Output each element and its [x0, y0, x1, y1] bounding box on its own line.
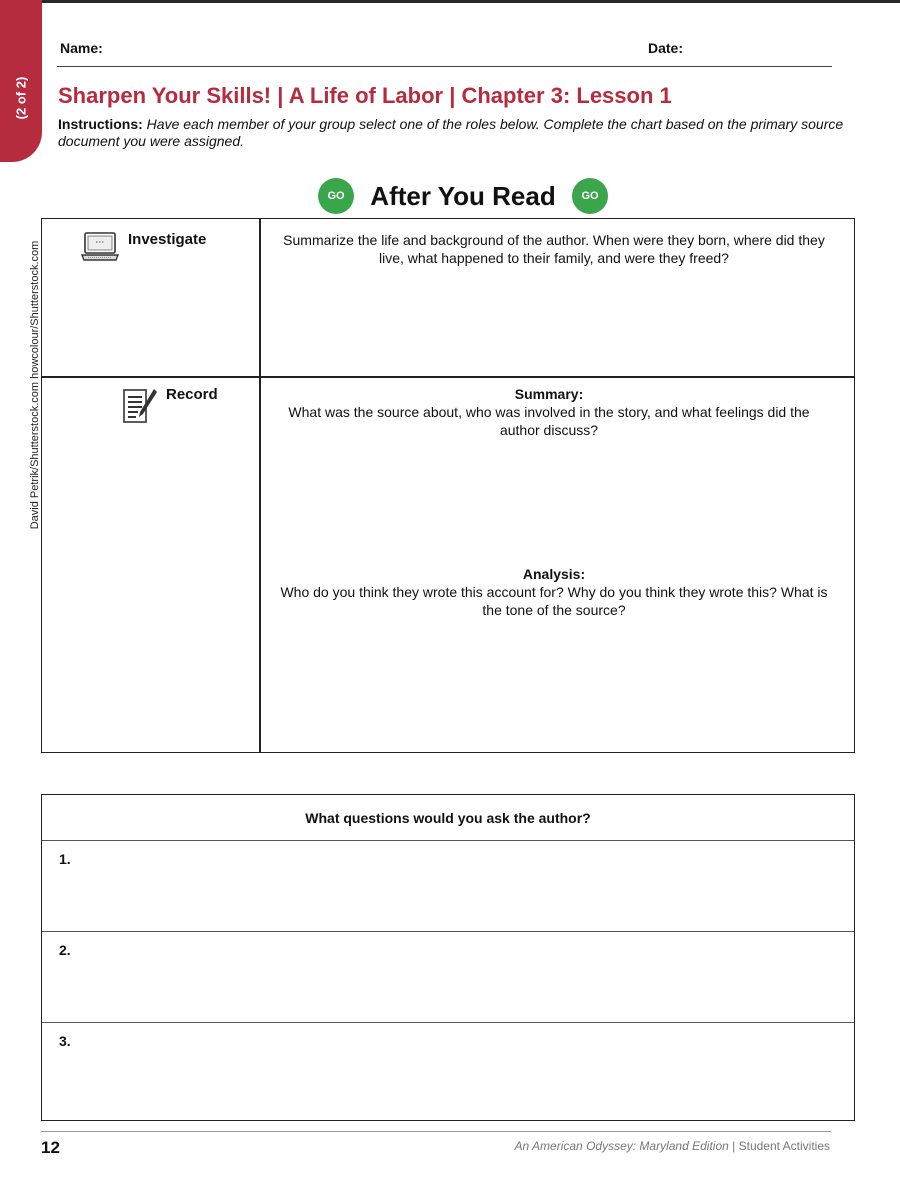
instructions [58, 116, 848, 150]
investigate-prompt: Summarize the life and background of the author. When were they born, where did they live, what happened to their family, and were they freed? [283, 232, 825, 266]
footer-suffix: Student Activities [738, 1139, 830, 1153]
footer-rule [41, 1131, 831, 1132]
instructions-lead: Instructions: [58, 116, 143, 132]
question-row[interactable] [42, 1023, 854, 1114]
photo-credit: David Petrik/Shutterstock.com howcolour/Shutterstock.com [29, 240, 41, 530]
summary-text: What was the source about, who was involved in the story, and what feelings did the author discuss? [288, 404, 810, 438]
role-label-investigate: Investigate [128, 231, 207, 248]
analysis-answer-area[interactable] [261, 624, 853, 749]
role-investigate [80, 231, 206, 263]
question-number: 2. [59, 942, 71, 958]
question-row[interactable] [42, 841, 854, 932]
roles-chart [41, 218, 855, 753]
questions-table [41, 794, 855, 1121]
footer-credit [514, 1139, 830, 1153]
question-row[interactable] [42, 932, 854, 1023]
section-title: After You Read [370, 180, 556, 211]
go-badge-icon: GO [572, 178, 608, 214]
analysis-heading: Analysis: [522, 566, 586, 582]
page-tab [0, 0, 42, 162]
summary-prompt [269, 385, 829, 439]
name-field-label: Name: [60, 40, 103, 56]
page-title: Sharpen Your Skills! | A Life of Labor | Chapter 3: Lesson 1 [58, 83, 672, 108]
book-title: An American Odyssey: Maryland Edition [514, 1139, 729, 1153]
analysis-prompt [269, 565, 839, 619]
page-tab-label: (2 of 2) [13, 76, 29, 120]
role-record [122, 386, 218, 426]
page-number: 12 [41, 1138, 60, 1157]
summary-heading: Summary: [514, 386, 584, 402]
date-field-label: Date: [648, 40, 684, 56]
question-number: 1. [59, 851, 71, 867]
footer-separator: | [732, 1139, 736, 1153]
role-label-record: Record [166, 386, 218, 403]
instructions-text: Have each member of your group select one of the roles below. Complete the chart based on the primary source document you were assigned. [58, 116, 844, 149]
name-date-line[interactable] [57, 66, 832, 67]
top-border [0, 0, 900, 3]
analysis-text: Who do you think they wrote this account for? Why do you think they wrote this? What is the tone of the source? [280, 584, 828, 618]
go-badge-icon: GO [318, 178, 354, 214]
investigate-answer-area[interactable] [261, 269, 853, 374]
question-number: 3. [59, 1033, 71, 1049]
row-divider [42, 376, 854, 378]
questions-heading: What questions would you ask the author? [42, 795, 854, 841]
section-heading [318, 178, 608, 214]
notepad-pen-icon [122, 386, 158, 426]
laptop-icon [80, 231, 120, 263]
summary-answer-area[interactable] [261, 439, 853, 559]
